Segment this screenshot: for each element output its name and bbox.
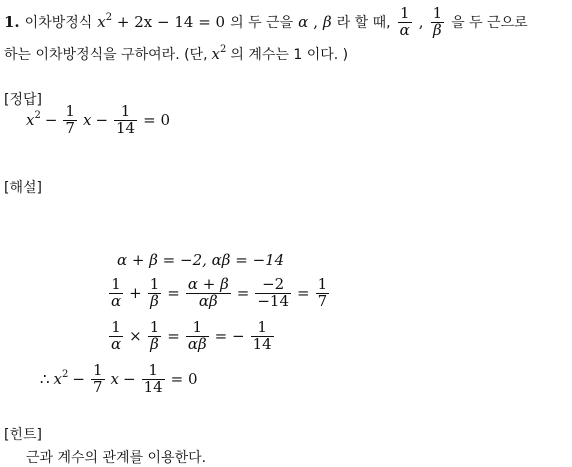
fraction-1-over-beta: $\frac{1}{\beta}$ xyxy=(432,4,443,39)
answer-x-2: x xyxy=(82,111,92,130)
eq-x: x xyxy=(97,13,106,32)
eq-rest: + 2x − 14 = 0 xyxy=(116,13,226,32)
answer-equation xyxy=(26,104,170,137)
solution-line-4 xyxy=(40,363,198,396)
alpha-symbol: α xyxy=(298,13,309,32)
sol-l3-frac-1-alpha: $\frac{1}{\alpha}$ xyxy=(111,318,122,353)
solution-line-1: α + β = −2, αβ = −14 xyxy=(117,251,285,269)
sol-l3-frac-1-beta: $\frac{1}{\beta}$ xyxy=(149,318,160,353)
sol-l3-frac-1-14: $\frac{1}{14}$ xyxy=(252,318,272,353)
problem-text-b: 의 두 근을 xyxy=(230,15,294,32)
sol-frac-1-7: $\frac{1}{7}$ xyxy=(317,275,328,310)
sol-equals-2: = xyxy=(236,284,250,303)
answer-minus-1: − xyxy=(44,111,58,130)
fraction-1-over-alpha: $\frac{1}{\alpha}$ xyxy=(399,4,410,39)
sol-equals-3: = xyxy=(296,284,310,303)
sol-frac-neg2-neg14: $\frac{-2}{-14}$ xyxy=(257,275,289,310)
answer-minus-2: − xyxy=(95,111,109,130)
sol-equals-1: = xyxy=(167,284,180,303)
sol-l4-minus-2: − xyxy=(122,370,136,389)
hint-heading: [힌트] xyxy=(4,427,42,443)
problem-line2-text-a: 하는 이차방정식을 구하여라. (단, xyxy=(4,47,208,63)
sol-frac-1-beta: $\frac{1}{\beta}$ xyxy=(149,275,160,310)
sol-l3-equals-1: = xyxy=(167,327,180,346)
line2-x: x xyxy=(211,45,220,63)
beta-symbol: β xyxy=(323,13,332,32)
problem-equation xyxy=(97,13,225,31)
problem-text-a: 이차방정식 xyxy=(24,15,93,32)
sol-times: × xyxy=(129,327,142,346)
hint-text: 근과 계수의 관계를 이용한다. xyxy=(26,450,207,466)
answer-fraction-2: $\frac{1}{14}$ xyxy=(116,102,136,137)
problem-line-2 xyxy=(4,44,348,64)
sol-l4-equals-zero: = 0 xyxy=(170,370,198,389)
problem-line2-text-b: 의 계수는 1 이다. ) xyxy=(230,47,349,63)
comma: , xyxy=(313,13,319,32)
eq-exp: 2 xyxy=(105,12,113,24)
answer-equals-zero: = 0 xyxy=(143,111,170,130)
answer-exp: 2 xyxy=(34,110,41,122)
sol-l4-frac-1-14: $\frac{1}{14}$ xyxy=(143,361,163,396)
problem-text-d: 을 두 근으로 xyxy=(451,15,528,32)
sol-l4-frac-1-7: $\frac{1}{7}$ xyxy=(92,361,103,396)
sol-l4-minus-1: − xyxy=(72,370,85,389)
sol-l3-equals-neg: = − xyxy=(214,327,245,346)
sol-frac-1-alpha: $\frac{1}{\alpha}$ xyxy=(111,275,122,310)
answer-x: x xyxy=(26,111,35,130)
solution-line-3 xyxy=(107,320,276,353)
answer-heading: [정답] xyxy=(4,92,42,108)
solution-line-2 xyxy=(107,277,331,310)
line2-exp: 2 xyxy=(220,44,227,55)
problem-number: 1. xyxy=(4,13,20,32)
therefore-symbol: ∴ xyxy=(40,370,50,389)
sol-l4-x-2: x xyxy=(110,370,119,389)
sol-l4-exp: 2 xyxy=(62,369,69,381)
problem-line-1: 1. 이차방정식 $x^2 + 2x - 14 = 0$ 의 두 근을 α , β 라 할 때, $\frac{1}{\alpha}$ , $\frac{1}{\beta}$ 을 두 근으로 xyxy=(4,4,528,39)
problem-text-c: 라 할 때, xyxy=(336,15,391,32)
answer-fraction-1: $\frac{1}{7}$ xyxy=(65,102,75,137)
sol-plus: + xyxy=(129,284,142,303)
sol-l4-x: x xyxy=(53,370,63,389)
sol-l3-frac-1-alphabeta: $\frac{1}{\alpha\beta}$ xyxy=(187,318,207,353)
solution-heading: [해설] xyxy=(4,180,42,196)
sol-frac-sum-over-product: $\frac{\alpha + \beta}{\alpha\beta}$ xyxy=(187,275,229,310)
